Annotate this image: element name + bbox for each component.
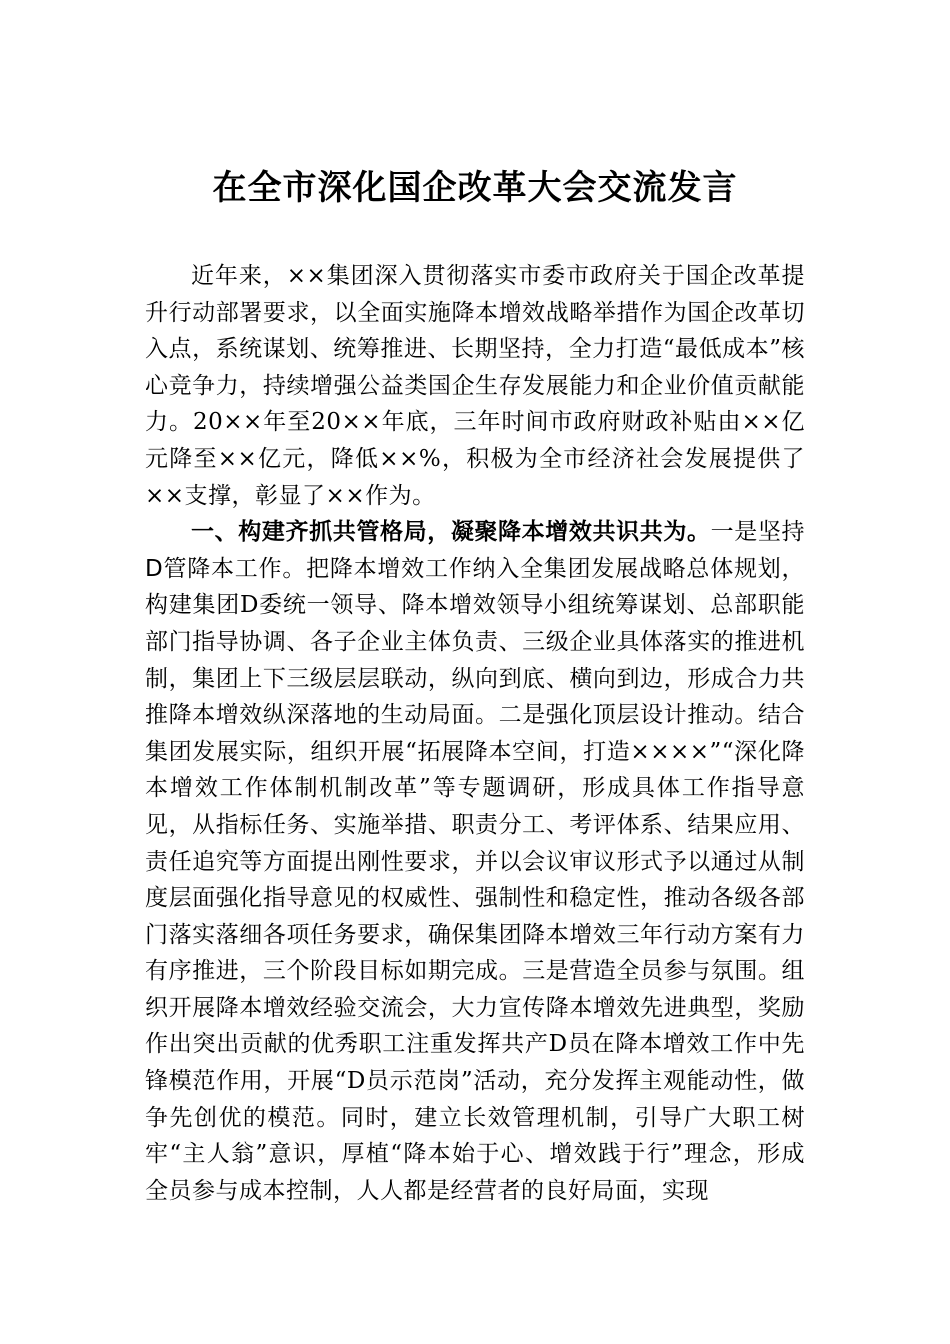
intro-paragraph: 近年来，××集团深入贯彻落实市委市政府关于国企改革提升行动部署要求，以全面实施降本增效战略举措作为国企改革切入点，系统谋划、统筹推进、长期坚持，全力打造“最低成本”核心竞争力，持续增强公益类国企生存发展能力和企业价值贡献能力。20××年至20××年底，三年时间市政府财政补贴由××亿元降至××亿元，降低××%，积极为全市经济社会发展提供了××支撑，彰显了××作为。 <box>145 263 805 509</box>
point-3-label: 三是营造全员参与氛围。 <box>522 958 782 985</box>
document-title: 在全市深化国企改革大会交流发言 <box>212 168 738 208</box>
section-1-heading: 一、构建齐抓共管格局，凝聚降本增效共识共为。 <box>191 519 711 546</box>
point-2-label: 二是强化顶层设计推动。 <box>498 702 758 729</box>
point-1-label: 一是坚持D管降本工作。 <box>145 519 806 582</box>
point-1-text: 把降本增效工作纳入全集团发展战略总体规划，构建集团D委统一领导、降本增效领导小组统筹谋划、总部职能部门指导协调、各子企业主体负责、三级企业具体落实的推进机制，集团上下三级层层联动，纵向到底、横向到边，形成合力共推降本增效纵深落地的生动局面。 <box>145 555 806 729</box>
section-1-paragraph <box>145 514 805 1209</box>
point-3-text: 组织开展降本增效经验交流会，大力宣传降本增效先进典型，奖励作出突出贡献的优秀职工注重发挥共产D员在降本增效工作中先锋模范作用，开展“D员示范岗”活动，充分发挥主观能动性，做争先创优的模范。同时，建立长效管理机制，引导广大职工树牢“主人翁”意识，厚植“降本始于心、增效践于行”理念，形成全员参与成本控制，人人都是经营者的良好局面，实现 <box>145 958 806 1204</box>
document-body <box>145 258 805 1209</box>
point-2-text: 结合集团发展实际，组织开展“拓展降本空间，打造××××”“深化降本增效工作体制机制改革”等专题调研，形成具体工作指导意见，从指标任务、实施举措、职责分工、考评体系、结果应用、责任追究等方面提出刚性要求，并以会议审议形式予以通过从制度层面强化指导意见的权威性、强制性和稳定性，推动各级各部门落实落细各项任务要求，确保集团降本增效三年行动方案有力有序推进，三个阶段目标如期完成。 <box>145 702 806 985</box>
